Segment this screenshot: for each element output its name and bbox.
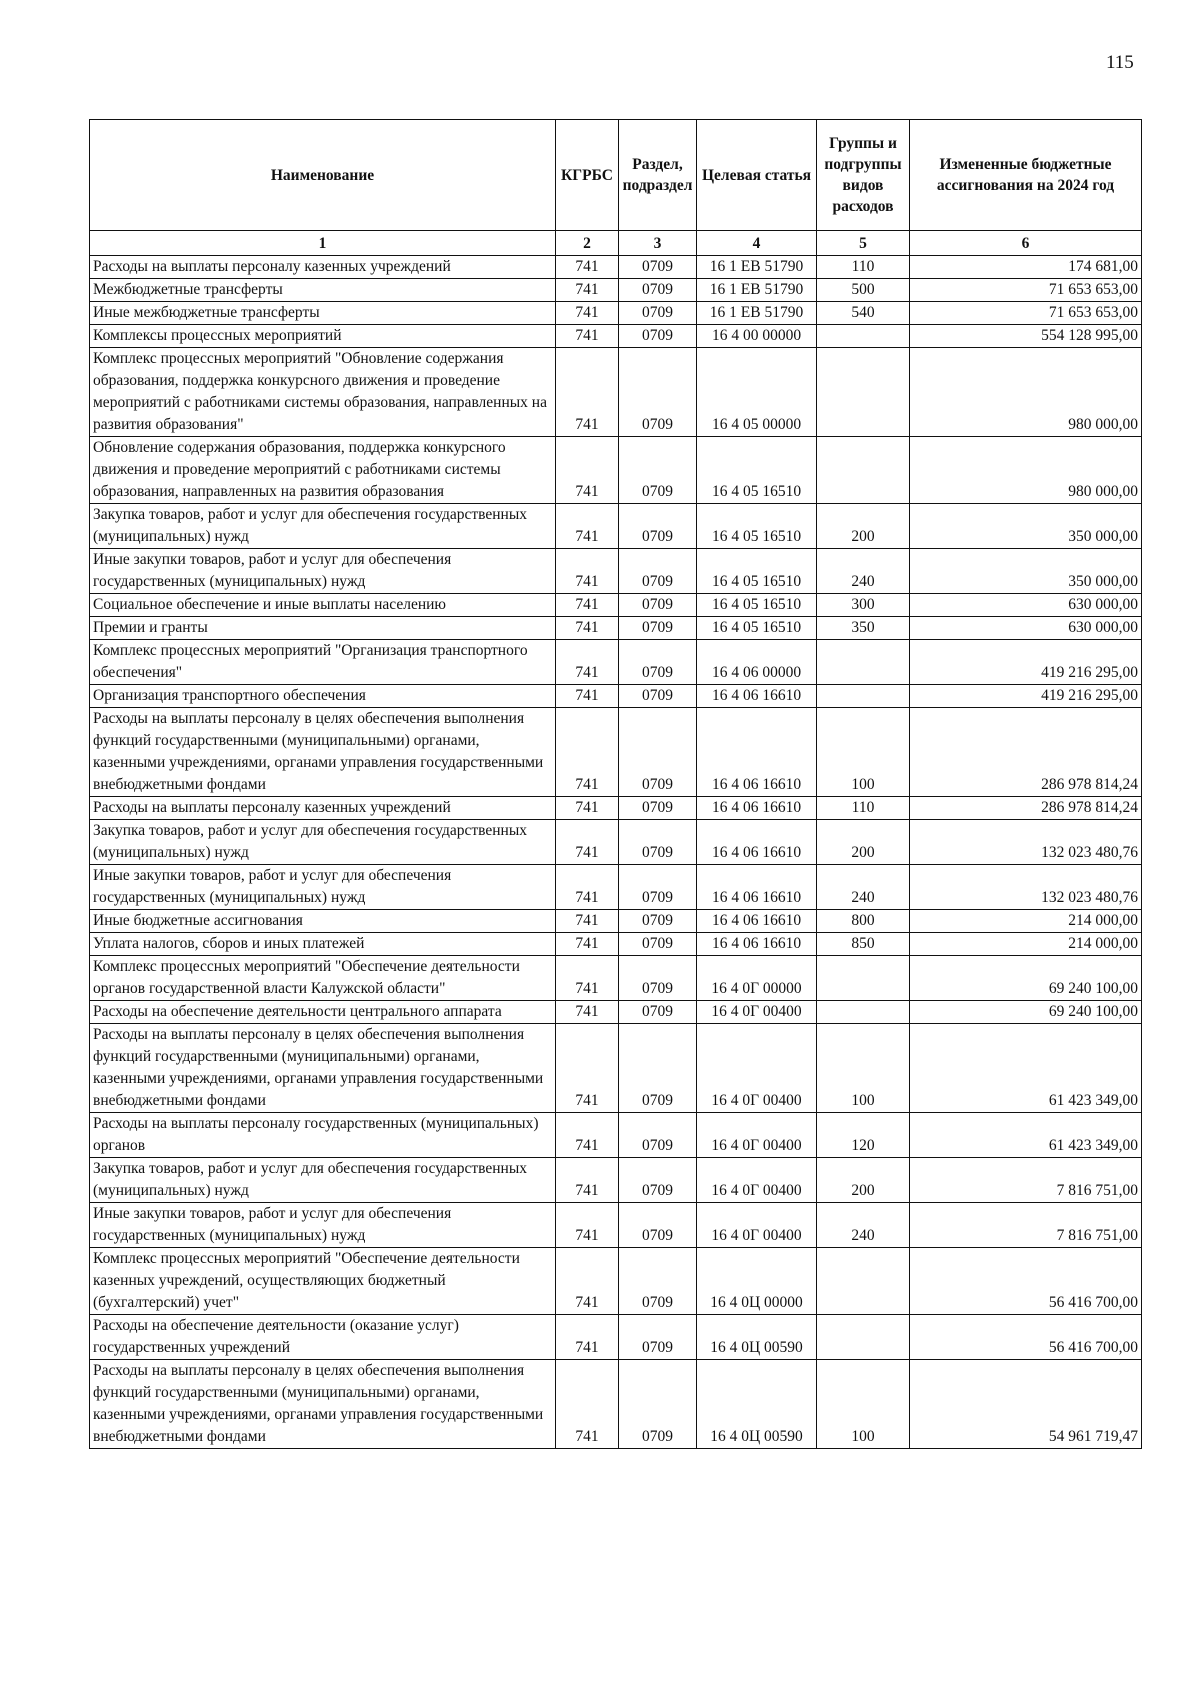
cell-razdel: 0709 — [619, 325, 697, 348]
cell-kgrbs: 741 — [556, 302, 619, 325]
cell-razdel: 0709 — [619, 820, 697, 865]
cell-statya: 16 4 0Г 00400 — [697, 1001, 817, 1024]
cell-name: Расходы на выплаты персоналу в целях обеспечения выполнения функций государственными (муниципальными) органами, казенными учреждениями, органами управления государственными внебюджетными фондами — [90, 1360, 556, 1449]
cell-amount: 980 000,00 — [910, 437, 1142, 504]
cell-razdel: 0709 — [619, 1360, 697, 1449]
cell-amount: 54 961 719,47 — [910, 1360, 1142, 1449]
cell-kgrbs: 741 — [556, 1024, 619, 1113]
cell-statya: 16 4 06 16610 — [697, 797, 817, 820]
cell-vid: 200 — [817, 1158, 910, 1203]
cell-razdel: 0709 — [619, 594, 697, 617]
cell-kgrbs: 741 — [556, 325, 619, 348]
cell-razdel: 0709 — [619, 933, 697, 956]
cell-statya: 16 1 ЕВ 51790 — [697, 302, 817, 325]
cell-kgrbs: 741 — [556, 1203, 619, 1248]
table-row — [90, 1248, 1142, 1315]
cell-amount: 61 423 349,00 — [910, 1024, 1142, 1113]
table-row — [90, 348, 1142, 437]
cell-razdel: 0709 — [619, 437, 697, 504]
table-row — [90, 685, 1142, 708]
cell-name: Социальное обеспечение и иные выплаты населению — [90, 594, 556, 617]
cell-amount: 350 000,00 — [910, 504, 1142, 549]
cell-kgrbs: 741 — [556, 1001, 619, 1024]
cell-amount: 980 000,00 — [910, 348, 1142, 437]
cell-name: Расходы на выплаты персоналу казенных учреждений — [90, 797, 556, 820]
cell-amount: 69 240 100,00 — [910, 956, 1142, 1001]
cell-name: Закупка товаров, работ и услуг для обеспечения государственных (муниципальных) нужд — [90, 504, 556, 549]
table-row — [90, 504, 1142, 549]
cell-razdel: 0709 — [619, 1248, 697, 1315]
cell-amount: 69 240 100,00 — [910, 1001, 1142, 1024]
cell-vid: 240 — [817, 865, 910, 910]
column-number: 2 — [556, 231, 619, 256]
table-row — [90, 797, 1142, 820]
cell-razdel: 0709 — [619, 302, 697, 325]
cell-kgrbs: 741 — [556, 708, 619, 797]
cell-statya: 16 4 0Ц 00590 — [697, 1315, 817, 1360]
cell-statya: 16 4 06 16610 — [697, 708, 817, 797]
cell-name: Межбюджетные трансферты — [90, 279, 556, 302]
cell-kgrbs: 741 — [556, 933, 619, 956]
cell-name: Расходы на обеспечение деятельности центрального аппарата — [90, 1001, 556, 1024]
cell-statya: 16 4 06 16610 — [697, 820, 817, 865]
cell-razdel: 0709 — [619, 1315, 697, 1360]
column-number: 4 — [697, 231, 817, 256]
cell-statya: 16 4 05 16510 — [697, 437, 817, 504]
cell-name: Иные закупки товаров, работ и услуг для обеспечения государственных (муниципальных) нужд — [90, 865, 556, 910]
cell-razdel: 0709 — [619, 708, 697, 797]
cell-kgrbs: 741 — [556, 1315, 619, 1360]
cell-vid: 500 — [817, 279, 910, 302]
cell-razdel: 0709 — [619, 549, 697, 594]
cell-name: Обновление содержания образования, поддержка конкурсного движения и проведение мероприятий с работниками системы образования, направленных на развития образования — [90, 437, 556, 504]
cell-name: Расходы на выплаты персоналу казенных учреждений — [90, 256, 556, 279]
cell-amount: 132 023 480,76 — [910, 865, 1142, 910]
cell-kgrbs: 741 — [556, 910, 619, 933]
cell-amount: 419 216 295,00 — [910, 640, 1142, 685]
cell-vid: 120 — [817, 1113, 910, 1158]
table-row — [90, 910, 1142, 933]
table-row — [90, 820, 1142, 865]
table-row — [90, 594, 1142, 617]
cell-vid: 200 — [817, 504, 910, 549]
cell-name: Комплекс процессных мероприятий "Обеспечение деятельности органов государственной власти Калужской области" — [90, 956, 556, 1001]
cell-razdel: 0709 — [619, 910, 697, 933]
cell-vid: 100 — [817, 708, 910, 797]
cell-name: Премии и гранты — [90, 617, 556, 640]
cell-vid — [817, 1001, 910, 1024]
header-name: Наименование — [90, 120, 556, 231]
cell-vid — [817, 640, 910, 685]
table-row — [90, 640, 1142, 685]
cell-amount: 554 128 995,00 — [910, 325, 1142, 348]
table-row — [90, 1113, 1142, 1158]
cell-kgrbs: 741 — [556, 594, 619, 617]
cell-amount: 71 653 653,00 — [910, 279, 1142, 302]
cell-amount: 630 000,00 — [910, 617, 1142, 640]
cell-vid: 100 — [817, 1024, 910, 1113]
cell-name: Организация транспортного обеспечения — [90, 685, 556, 708]
cell-name: Комплекс процессных мероприятий "Обеспечение деятельности казенных учреждений, осуществляющих бюджетный (бухгалтерский) учет" — [90, 1248, 556, 1315]
table-row — [90, 933, 1142, 956]
cell-vid: 350 — [817, 617, 910, 640]
cell-name: Уплата налогов, сборов и иных платежей — [90, 933, 556, 956]
cell-statya: 16 4 0Г 00000 — [697, 956, 817, 1001]
cell-vid: 100 — [817, 1360, 910, 1449]
cell-amount: 286 978 814,24 — [910, 708, 1142, 797]
table-row — [90, 549, 1142, 594]
cell-statya: 16 4 05 16510 — [697, 504, 817, 549]
cell-razdel: 0709 — [619, 1158, 697, 1203]
cell-name: Закупка товаров, работ и услуг для обеспечения государственных (муниципальных) нужд — [90, 1158, 556, 1203]
cell-kgrbs: 741 — [556, 437, 619, 504]
cell-kgrbs: 741 — [556, 1113, 619, 1158]
cell-kgrbs: 741 — [556, 256, 619, 279]
cell-name: Комплекс процессных мероприятий "Обновление содержания образования, поддержка конкурсного движения и проведение мероприятий с работниками системы образования, направленных на развития образования" — [90, 348, 556, 437]
cell-amount: 132 023 480,76 — [910, 820, 1142, 865]
cell-vid: 240 — [817, 1203, 910, 1248]
cell-kgrbs: 741 — [556, 549, 619, 594]
cell-amount: 630 000,00 — [910, 594, 1142, 617]
cell-razdel: 0709 — [619, 956, 697, 1001]
cell-vid: 800 — [817, 910, 910, 933]
table-row — [90, 617, 1142, 640]
cell-kgrbs: 741 — [556, 685, 619, 708]
cell-vid — [817, 1315, 910, 1360]
column-number: 6 — [910, 231, 1142, 256]
cell-statya: 16 4 00 00000 — [697, 325, 817, 348]
table-row — [90, 708, 1142, 797]
cell-statya: 16 1 ЕВ 51790 — [697, 279, 817, 302]
cell-razdel: 0709 — [619, 685, 697, 708]
column-number: 5 — [817, 231, 910, 256]
header-amount: Измененные бюджетные ассигнования на 2024 год — [910, 120, 1142, 231]
cell-vid: 240 — [817, 549, 910, 594]
cell-kgrbs: 741 — [556, 797, 619, 820]
cell-name: Расходы на обеспечение деятельности (оказание услуг) государственных учреждений — [90, 1315, 556, 1360]
table-row — [90, 865, 1142, 910]
cell-name: Комплексы процессных мероприятий — [90, 325, 556, 348]
cell-amount: 71 653 653,00 — [910, 302, 1142, 325]
column-number: 3 — [619, 231, 697, 256]
cell-razdel: 0709 — [619, 348, 697, 437]
page-number: 115 — [1106, 52, 1134, 73]
cell-statya: 16 4 05 16510 — [697, 549, 817, 594]
cell-amount: 56 416 700,00 — [910, 1248, 1142, 1315]
cell-statya: 16 4 0Ц 00590 — [697, 1360, 817, 1449]
cell-vid — [817, 348, 910, 437]
table-row — [90, 302, 1142, 325]
table-row — [90, 325, 1142, 348]
cell-kgrbs: 741 — [556, 820, 619, 865]
cell-vid: 300 — [817, 594, 910, 617]
cell-statya: 16 4 05 16510 — [697, 617, 817, 640]
cell-vid: 200 — [817, 820, 910, 865]
cell-razdel: 0709 — [619, 279, 697, 302]
cell-amount: 61 423 349,00 — [910, 1113, 1142, 1158]
cell-vid — [817, 1248, 910, 1315]
cell-statya: 16 4 06 16610 — [697, 685, 817, 708]
budget-table — [89, 119, 1142, 1449]
cell-vid — [817, 685, 910, 708]
cell-kgrbs: 741 — [556, 617, 619, 640]
table-row — [90, 256, 1142, 279]
cell-amount: 56 416 700,00 — [910, 1315, 1142, 1360]
cell-statya: 16 4 0Г 00400 — [697, 1203, 817, 1248]
cell-statya: 16 4 06 16610 — [697, 865, 817, 910]
cell-vid: 850 — [817, 933, 910, 956]
cell-razdel: 0709 — [619, 640, 697, 685]
cell-razdel: 0709 — [619, 797, 697, 820]
cell-kgrbs: 741 — [556, 640, 619, 685]
cell-name: Иные закупки товаров, работ и услуг для обеспечения государственных (муниципальных) нужд — [90, 549, 556, 594]
header-row — [90, 120, 1142, 231]
cell-name: Закупка товаров, работ и услуг для обеспечения государственных (муниципальных) нужд — [90, 820, 556, 865]
cell-name: Расходы на выплаты персоналу государственных (муниципальных) органов — [90, 1113, 556, 1158]
cell-razdel: 0709 — [619, 617, 697, 640]
cell-razdel: 0709 — [619, 256, 697, 279]
cell-vid: 110 — [817, 256, 910, 279]
table-row — [90, 437, 1142, 504]
cell-statya: 16 4 0Г 00400 — [697, 1158, 817, 1203]
table-body — [90, 256, 1142, 1449]
cell-amount: 7 816 751,00 — [910, 1203, 1142, 1248]
cell-kgrbs: 741 — [556, 956, 619, 1001]
cell-vid — [817, 325, 910, 348]
header-razdel: Раздел, подраздел — [619, 120, 697, 231]
cell-statya: 16 4 0Г 00400 — [697, 1024, 817, 1113]
cell-statya: 16 4 05 00000 — [697, 348, 817, 437]
cell-razdel: 0709 — [619, 504, 697, 549]
cell-name: Иные бюджетные ассигнования — [90, 910, 556, 933]
cell-vid: 540 — [817, 302, 910, 325]
cell-kgrbs: 741 — [556, 1158, 619, 1203]
cell-kgrbs: 741 — [556, 1248, 619, 1315]
cell-amount: 7 816 751,00 — [910, 1158, 1142, 1203]
cell-amount: 350 000,00 — [910, 549, 1142, 594]
cell-kgrbs: 741 — [556, 348, 619, 437]
header-kgrbs: КГРБС — [556, 120, 619, 231]
cell-name: Расходы на выплаты персоналу в целях обеспечения выполнения функций государственными (муниципальными) органами, казенными учреждениями, органами управления государственными внебюджетными фондами — [90, 1024, 556, 1113]
cell-razdel: 0709 — [619, 1024, 697, 1113]
cell-name: Иные закупки товаров, работ и услуг для обеспечения государственных (муниципальных) нужд — [90, 1203, 556, 1248]
cell-statya: 16 4 0Ц 00000 — [697, 1248, 817, 1315]
cell-name: Расходы на выплаты персоналу в целях обеспечения выполнения функций государственными (муниципальными) органами, казенными учреждениями, органами управления государственными внебюджетными фондами — [90, 708, 556, 797]
cell-vid: 110 — [817, 797, 910, 820]
cell-statya: 16 4 05 16510 — [697, 594, 817, 617]
header-statya: Целевая статья — [697, 120, 817, 231]
cell-statya: 16 4 06 16610 — [697, 933, 817, 956]
cell-razdel: 0709 — [619, 1113, 697, 1158]
cell-statya: 16 4 06 16610 — [697, 910, 817, 933]
cell-kgrbs: 741 — [556, 279, 619, 302]
cell-statya: 16 4 0Г 00400 — [697, 1113, 817, 1158]
cell-amount: 214 000,00 — [910, 910, 1142, 933]
cell-amount: 286 978 814,24 — [910, 797, 1142, 820]
cell-kgrbs: 741 — [556, 504, 619, 549]
cell-razdel: 0709 — [619, 1001, 697, 1024]
cell-razdel: 0709 — [619, 1203, 697, 1248]
header-vid: Группы и подгруппы видов расходов — [817, 120, 910, 231]
cell-kgrbs: 741 — [556, 1360, 619, 1449]
table-row — [90, 1360, 1142, 1449]
cell-amount: 214 000,00 — [910, 933, 1142, 956]
cell-name: Комплекс процессных мероприятий "Организация транспортного обеспечения" — [90, 640, 556, 685]
cell-razdel: 0709 — [619, 865, 697, 910]
cell-kgrbs: 741 — [556, 865, 619, 910]
cell-vid — [817, 437, 910, 504]
table-row — [90, 1203, 1142, 1248]
table-row — [90, 1158, 1142, 1203]
cell-statya: 16 1 ЕВ 51790 — [697, 256, 817, 279]
cell-amount: 174 681,00 — [910, 256, 1142, 279]
cell-amount: 419 216 295,00 — [910, 685, 1142, 708]
cell-vid — [817, 956, 910, 1001]
table-row — [90, 1024, 1142, 1113]
table-row — [90, 1315, 1142, 1360]
column-number: 1 — [90, 231, 556, 256]
column-number-row — [90, 231, 1142, 256]
table-row — [90, 1001, 1142, 1024]
cell-name: Иные межбюджетные трансферты — [90, 302, 556, 325]
cell-statya: 16 4 06 00000 — [697, 640, 817, 685]
table-row — [90, 279, 1142, 302]
table-row — [90, 956, 1142, 1001]
